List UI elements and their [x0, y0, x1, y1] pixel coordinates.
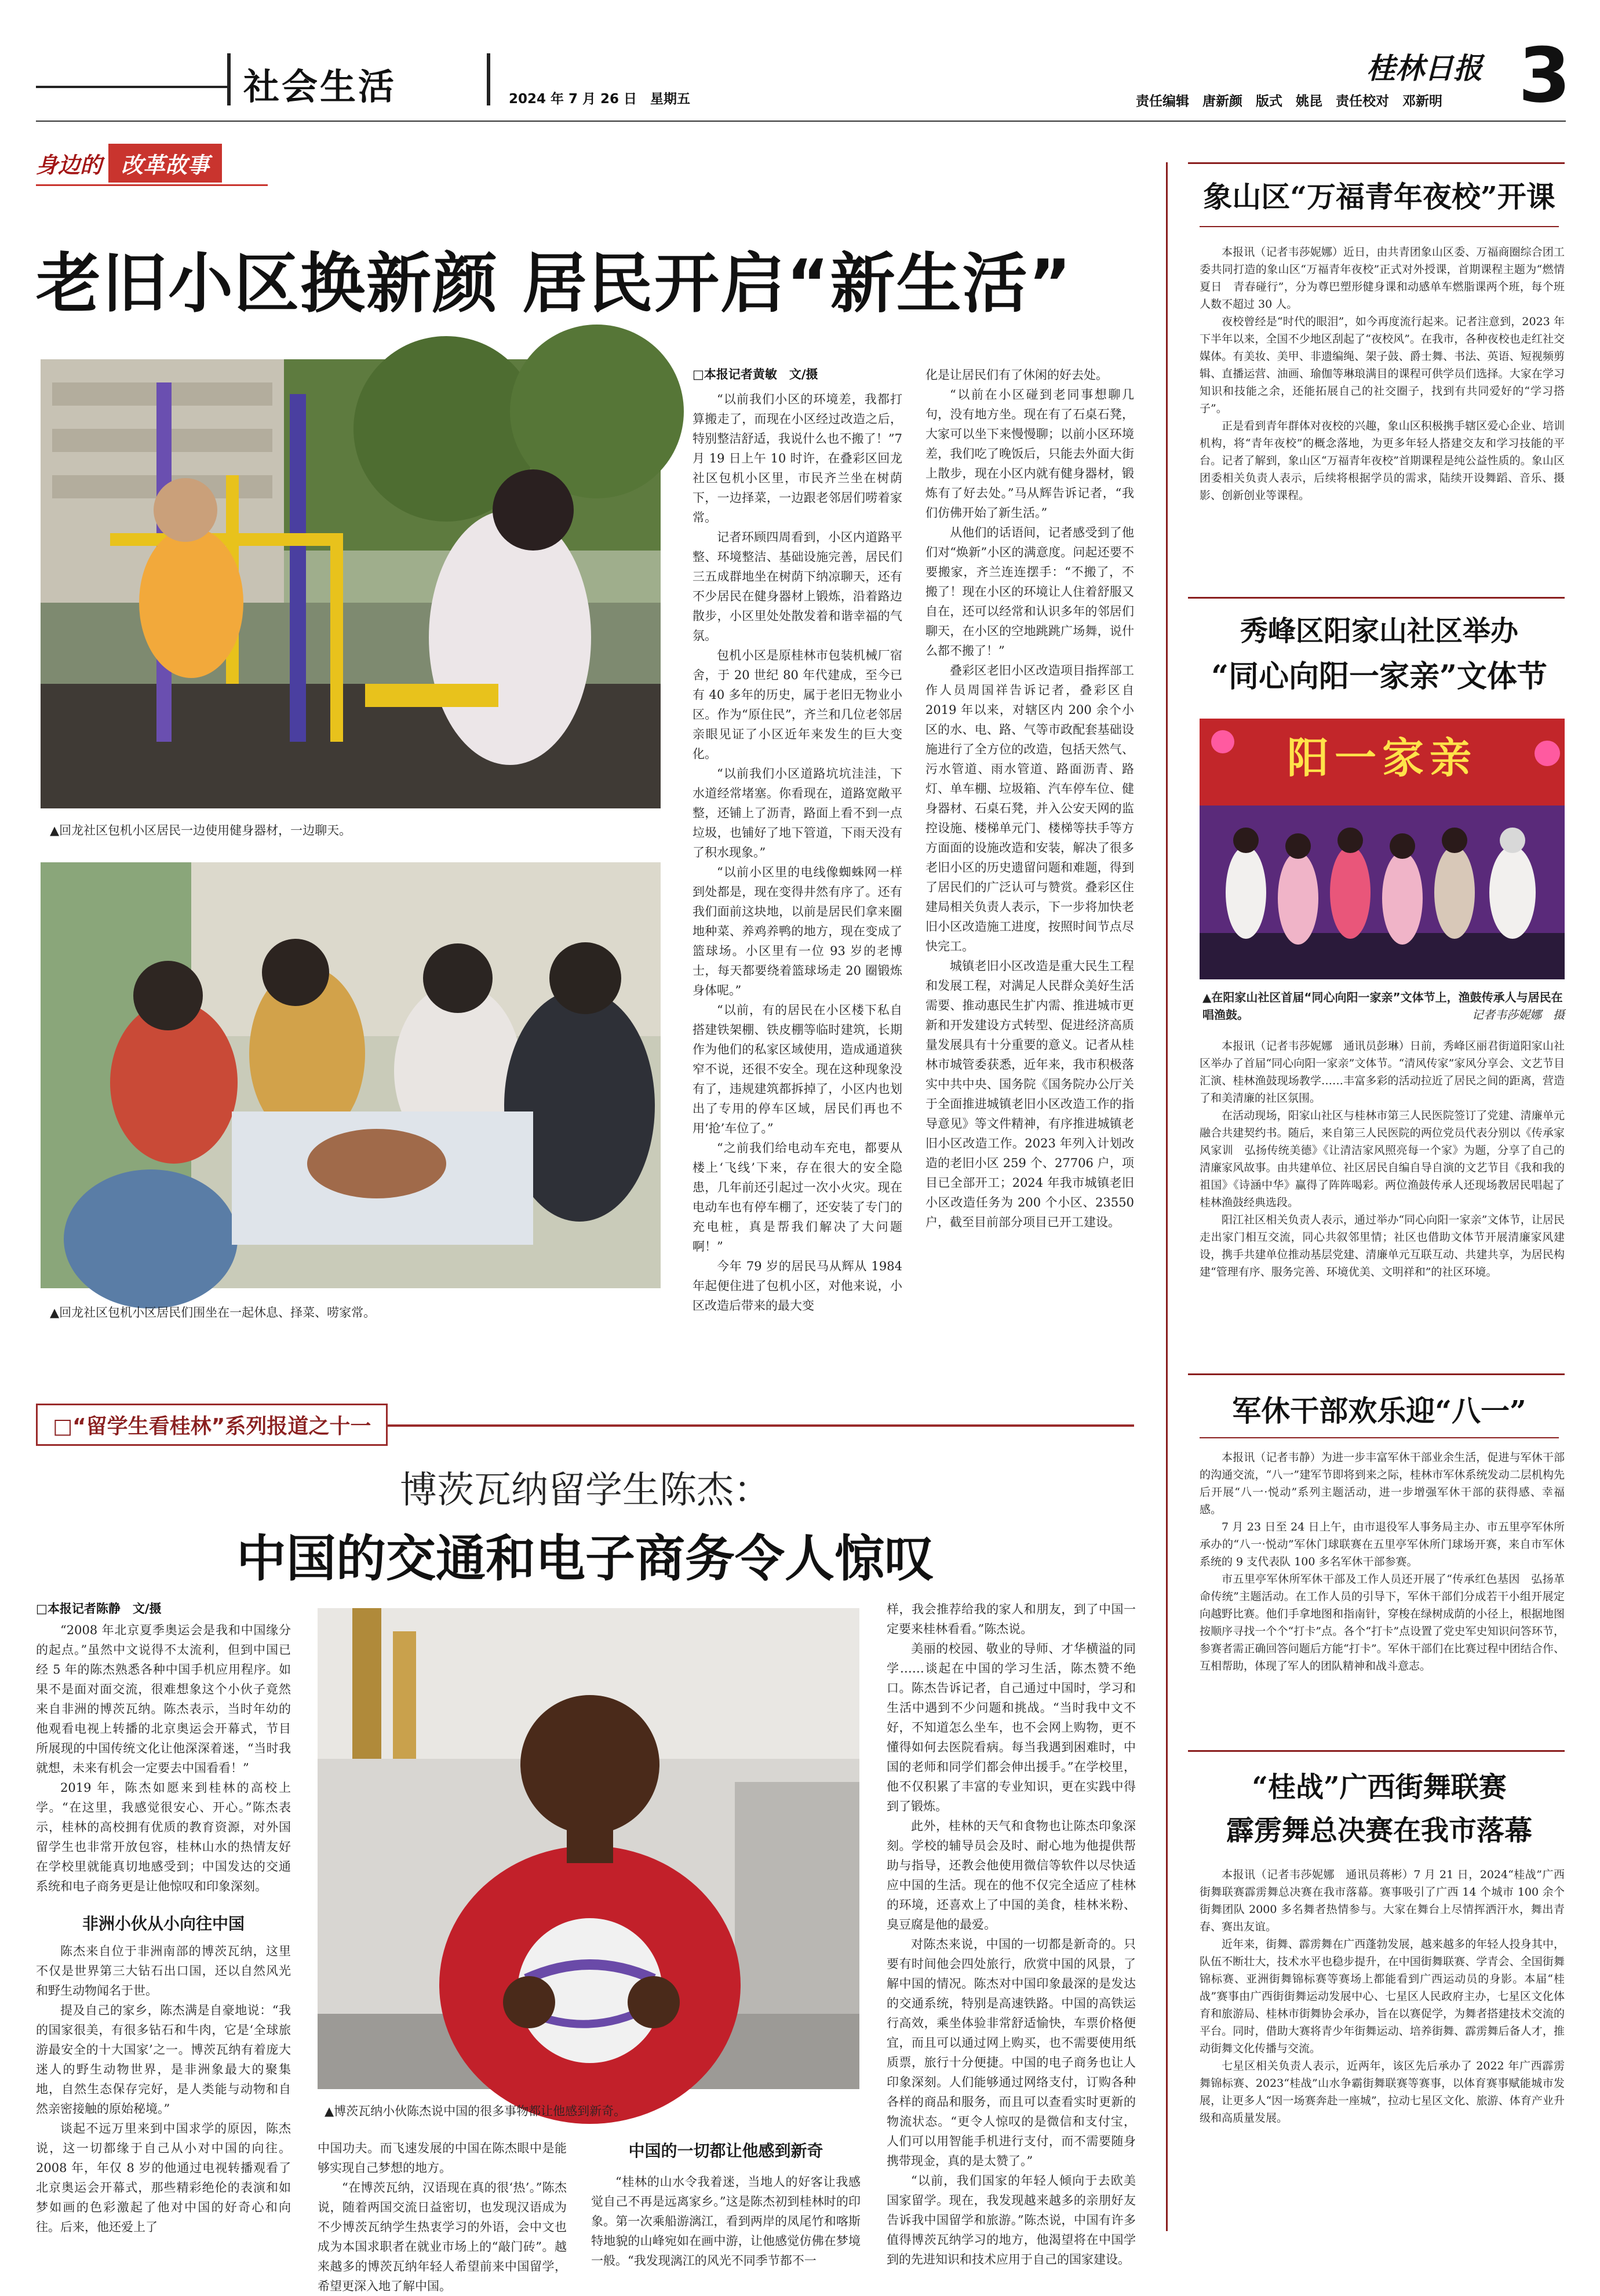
sidebar-story3-rule: [1200, 1437, 1559, 1438]
student-col4-para: 此外，桂林的天气和食物也让陈杰印象深刻。学校的辅导员会及时、耐心地为他提供帮助与指导，还教会他使用微信等软件以尽快适应中国的生活。现在的他不仅完全适应了桂林的环境，还喜欢上了中国的美食，桂林米粉、臭豆腐是他的最爱。: [887, 1819, 1136, 1931]
student-col2-para: “在博茨瓦纳，汉语现在真的很‘热’。”陈杰说，随着两国交流日益密切，也发现汉语成为不少博茨瓦纳学生热衷学习的外语，会中文也成为本国求职者在就业市场上的“敲门砖”。越来越多的博茨瓦纳年轻人希望前来中国留学，希望更深入地了解中国。: [318, 2181, 567, 2293]
feature-col2-para: 从他们的话语间，记者感受到了他们对“焕新”小区的满意度。问起还要不要搬家，齐兰连连摆手：“不搬了，不搬了！现在小区的环境让人住着舒服又自在，还可以经常和认识多年的邻居们聊天，在小区的空地跳跳广场舞，说什么都不搬了！”: [925, 526, 1134, 658]
feature-col1-para: 记者环顾四周看到，小区内道路平整、环境整洁、基础设施完善，居民们三五成群地坐在树荫下纳凉聊天，还有不少居民在健身器材上锻炼，沿着路边散步，小区里处处散发着和谐幸福的气氛。: [693, 530, 902, 643]
feature-col1-para: “以前，有的居民在小区楼下私自搭建铁架棚、铁皮棚等临时建筑，长期作为他们的私家区域使用，造成通道狭窄不说，还很不安全。现在这种现象没有了，违规建筑都拆掉了，小区内也划出了专用的停车区域，居民们再也不用‘抢’车位了。”: [693, 1003, 902, 1135]
student-photo-image: [318, 1608, 859, 2089]
sidebar-story2-title-2: “同心向阳一家亲”文体节: [1211, 659, 1547, 694]
sidebar-story2-title-1: 秀峰区阳家山社区举办: [1240, 615, 1518, 647]
student-column-2: [318, 2138, 567, 2293]
feature-column-2: [925, 365, 1134, 1362]
student-column-1: [36, 1620, 291, 1898]
feature-caption-2: ▲回龙社区包机小区居民们围坐在一起休息、择菜、唠家常。: [50, 1306, 376, 1320]
festival-banner-text: 阳一家亲: [1286, 734, 1477, 782]
header-masthead: 桂林日报: [1366, 51, 1482, 85]
sidebar-story2-caption-text: ▲在阳家山社区首届“同心向阳一家亲”文体节上，渔鼓传承人与居民在唱渔鼓。: [1202, 990, 1563, 1022]
student-col4-para: 对陈杰来说，中国的一切都是新奇的。只要有时间他会四处旅行，欣赏中国的风景，了解中国的情况。陈杰对中国印象最深的是发达的交通系统，特别是高速铁路。中国的高铁运行高效，乘坐体验非常舒适愉快，车票价格便宜，而且可以通过网上购买，也不需要使用纸质票，旅行十分便捷。中国的电子商务也让人印象深刻。人们能够通过网络支付，订购各种各样的商品和服务，而且可以查看实时更新的物流状态。“更令人惊叹的是微信和支付宝，人们可以用智能手机进行支付，而不需要随身携带现金，真的是太赞了。”: [887, 1937, 1136, 2168]
feature-col1-para: “之前我们给电动车充电，都要从楼上‘飞线’下来，存在很大的安全隐患，几年前还引起过一次小火灾。现在电动车也有停车棚了，还安装了专门的充电桩，真是帮我们解决了大问题啊！”: [693, 1141, 902, 1253]
feature-col1-para: “以前我们小区的环境差，我都打算搬走了，而现在小区经过改造之后，特别整洁舒适，我说什么也不搬了！”7 月 19 日上午 10 时许，在叠彩区回龙社区包机小区里，市民齐兰坐在树荫下，一边择菜，一边跟老邻居们唠着家常。: [693, 392, 902, 524]
feature-headline: 老旧小区换新颜 居民开启“新生活”: [36, 246, 1073, 322]
student-section-heading-1: 非洲小伙从小向往中国: [82, 1914, 245, 1933]
student-col4-para: “以前，我们国家的年轻人倾向于去欧美国家留学。现在，我发现越来越多的亲朋好友告诉我中国留学和旅游。”陈杰说，中国有许多值得博茨瓦纳学习的地方，他渴望将在中国学到的先进知识和技术应用于自己的国家建设。: [887, 2174, 1136, 2266]
sidebar-top-rule: [1188, 162, 1565, 164]
student-col1-para: 2019 年，陈杰如愿来到桂林的高校上学。“在这里，我感觉很安心、开心。”陈杰表示，桂林的高校拥有优质的教育资源，对外国留学生也非常开放包容，桂林山水的热情友好在学校里就能真切地感受到；中国发达的交通系统和电子商务更是让他惊叹和印象深刻。: [36, 1781, 291, 1893]
feature-col2-para: “以前在小区碰到老同事想聊几句，没有地方坐。现在有了石桌石凳，大家可以坐下来慢慢聊；以前小区环境差，我们吃了晚饭后，只能去外面大街上散步，现在小区内就有健身器材，锻炼有了好去处。”马从辉告诉记者，“我们仿佛开始了新生活。”: [925, 388, 1134, 520]
header-section-bar-right: [487, 53, 490, 105]
kicker-underline: [36, 184, 268, 186]
student-col4-para: 样，我会推荐给我的家人和朋友，到了中国一定要来桂林看看。”陈杰说。: [887, 1602, 1136, 1636]
student-col1b-para: 提及自己的家乡，陈杰满是自豪地说：“我的国家很美，有很多钻石和牛肉，它是‘全球旅游最安全的十大国家’之一。博茨瓦纳有着庞大迷人的野生动物世界，是非洲象最大的聚集地，自然生态保存完好，是人类能与动物和自然亲密接触的原始秘境。”: [36, 2003, 291, 2116]
student-col1-para: “2008 年北京夏季奥运会是我和中国缘分的起点。”虽然中文说得不太流利，但到中国已经 5 年的陈杰熟悉各种中国手机应用程序。如果不是面对面交流，很难想象这个小伙子竟然来自非洲的博茨瓦纳。陈杰表示，当时年幼的他观看电视上转播的北京奥运会开幕式，节目所展现的中国传统文化让他深深着迷，“当时我就想，未来有机会一定要去中国看看！”: [36, 1623, 291, 1775]
sidebar-story3-body: [1200, 1449, 1565, 1762]
sidebar-story2-para: 阳江社区相关负责人表示，通过举办“同心向阳一家亲”文体节，让居民走出家门相互交流，同心共叙邻里情；社区也借助文体节开展清廉家风建设，携手共建单位推动基层党建、清廉单元互联互动、共建共享，为居民构建“管理有序、服务完善、环境优美、文明祥和”的社区环境。: [1200, 1213, 1565, 1278]
student-column-3: [591, 2172, 861, 2268]
student-col1b-para: 陈杰来自位于非洲南部的博茨瓦纳，这里不仅是世界第三大钻石出口国，还以自然风光和野生动物闻名于世。: [36, 1944, 291, 1998]
sidebar-story2-para: 在活动现场，阳家山社区与桂林市第三人民医院签订了党建、清廉单元融合共建契约书。随后，来自第三人民医院的两位党员代表分别以《传承家风家训 弘扬传统美德》《让清洁家风照亮每一个家》为题，分享了自己的清廉家风故事。由共建单位、社区居民自编自导自演的文艺节目《我和我的祖国》《诗涵中华》赢得了阵阵喝彩。两位渔鼓传承人还现场教居民唱起了桂林渔鼓经典选段。: [1200, 1109, 1565, 1209]
sidebar-story4-body: [1200, 1866, 1565, 2231]
sidebar-story3-title: 军休干部欢乐迎“八一”: [1232, 1394, 1526, 1428]
kicker-part-2: 改革故事: [108, 144, 222, 183]
student-col4-para: 美丽的校园、敬业的导师、才华横溢的同学……谈起在中国的学习生活，陈杰赞不绝口。陈杰告诉记者，自己通过中国时，学习和生活中遇到不少问题和挑战。“当时我中文不好，不知道怎么坐车，也不会网上购物，更不懂得如何去医院看病。每当我遇到困难时，中国的老师和同学们都会伸出援手。”在学校里，他不仅积累了丰富的专业知识，更在实践中得到了锻炼。: [887, 1642, 1136, 1813]
feature-col1-para: 包机小区是原桂林市包装机械厂宿舍，于 20 世纪 80 年代建成，至今已有 40 多年的历史，属于老旧无物业小区。作为“原住民”，齐兰和几位老邻居亲眼见证了小区近年来发生的巨大变化。: [693, 648, 902, 761]
header-rule-left: [36, 86, 227, 88]
sidebar-story3-top-rule: [1188, 1373, 1565, 1375]
sidebar-story1-title: 象山区“万福青年夜校”开课: [1203, 180, 1555, 214]
student-col3-para: “桂林的山水令我着迷，当地人的好客让我感觉自己不再是远离家乡。”这是陈杰初到桂林时的印象。第一次乘船游漓江，看到两岸的凤尾竹和喀斯特地貌的山峰宛如在画中游，让他感觉仿佛在梦境一般。“我发现漓江的风光不同季节都不一: [591, 2175, 861, 2268]
sidebar-story3-para: 本报讯（记者韦静）为进一步丰富军休干部业余生活，促进与军休干部的沟通交流，“八一”建军节即将到来之际，桂林市军休系统发动二层机构先后开展“八一·悦动”系列主题活动，进一步增强军休干部的获得感、幸福感。: [1200, 1451, 1565, 1516]
sidebar-story4-title-2: 霹雳舞总决赛在我市落幕: [1226, 1814, 1532, 1847]
student-series-tag: □“留学生看桂林”系列报道之十一: [36, 1404, 388, 1446]
feature-col2-para: 叠彩区老旧小区改造项目指挥部工作人员周国祥告诉记者，叠彩区自 2019 年以来，对辖区内 200 余个小区的水、电、路、气等市政配套基础设施进行了全方位的改造，包括天然气、污水管道、雨水管道、路面沥青、路灯、单车棚、垃圾箱、汽车停车位、健身器材、石桌石凳，并入公安天网的监控设施、楼梯单元门、楼梯等扶手等方方面面的设施改造和安装，解决了很多老旧小区的历史遗留问题和难题，得到了居民们的广泛认可与赞赏。叠彩区住建局相关负责人表示，下一步将加快老旧小区改造施工进度，按照时间节点尽快完工。: [925, 664, 1134, 953]
student-byline: □本报记者陈静 文/摄: [36, 1602, 162, 1616]
student-column-4: [887, 1599, 1136, 2266]
sidebar-story4-para: 七星区相关负责人表示，近两年，该区先后承办了 2022 年广西霹雳舞锦标赛、2023“桂战”山水争霸街舞联赛等赛事，以体育赛事赋能城市发展，让更多人“因一场赛奔赴一座城”，拉动七星区文化、旅游、体育产业升级和高质量发展。: [1200, 2060, 1565, 2124]
sidebar-story1-para: 本报讯（记者韦莎妮娜）近日，由共青团象山区委、万福商圈综合团工委共同打造的象山区“万福青年夜校”正式对外授课，首期课程主题为“燃情夏日 青春碰行”，分为尊巴塑形健身课和动感单车燃脂课两个班，每个班人数不超过 30 人。: [1200, 246, 1565, 311]
student-section-heading-2: 中国的一切都让他感到新奇: [628, 2141, 823, 2160]
sidebar-story2-para: 本报讯（记者韦莎妮娜 通讯员彭琳）日前，秀峰区丽君街道阳家山社区举办了首届“同心向阳一家亲”文体节。“清风传家”家风分享会、文艺节目汇演、桂林渔鼓现场教学……丰富多彩的活动拉近了居民之间的距离，营造了和美清廉的社区氛围。: [1200, 1040, 1565, 1105]
sidebar-story2-top-rule: [1188, 597, 1565, 599]
student-col1b-para: 谈起不远万里来到中国求学的原因，陈杰说，这一切都缘于自己从小对中国的向往。2008 年，年仅 8 岁的他通过电视转播观看了北京奥运会开幕式，那些精彩绝伦的表演和如梦如画的色彩激起了他对中国的好奇心和向往。后来，他还爱上了: [36, 2122, 291, 2234]
feature-col2-para: 城镇老旧小区改造是重大民生工程和发展工程，对满足人民群众美好生活需要、推动惠民生扩内需、推进城市更新和开发建设方式转型、促进经济高质量发展具有十分重要的意义。记者从桂林市城管委获悉，近年来，我市积极落实中共中央、国务院《国务院办公厅关于全面推进城镇老旧小区改造工作的指导意见》等文件精神，有序推进城镇老旧小区改造工作。2023 年列入计划改造的老旧小区 259 个、27706 户，项目已全部开工；2024 年我市城镇老旧小区改造任务为 200 个小区、23550 户，截至目前部分项目已开工建设。: [925, 959, 1134, 1229]
sidebar-story1-body: [1200, 243, 1565, 585]
student-column-1b: [36, 1941, 291, 2234]
kicker-part-1: 身边的: [36, 152, 103, 178]
sidebar-story4-para: 近年来，街舞、霹雳舞在广西蓬勃发展，越来越多的年轻人投身其中，队伍不断壮大，技术水平也稳步提升，在中国街舞联赛、学青会、全国街舞锦标赛、亚洲街舞锦标赛等赛场上都能看到广西运动员的身影。本届“桂战”赛事由广西街街舞运动发展中心、七星区人民政府主办，七星区文化体育和旅游局、桂林市街舞协会承办，旨在以赛促学，为舞者搭建技术交流的平台。同时，借助大赛将青少年街舞运动、培养街舞、霹雳舞后备人才，推动街舞文化传播与交流。: [1200, 1938, 1565, 2055]
sidebar-story2-photo: [1200, 719, 1565, 979]
sidebar-story1-para: 夜校曾经是“时代的眼泪”，如今再度流行起来。记者注意到，2023 年下半年以来，全国不少地区刮起了“夜校风”。在我市，各种夜校也走红社交媒体。有美妆、美甲、非遗编绳、架子鼓、爵士舞、书法、英语、短视频剪辑、直播运营、油画、瑜伽等琳琅满目的课程可供学员们选择。大家在学习知识和技能之余，还能拓展自己的社交圈子，找到有共同爱好的“学习搭子”。: [1200, 315, 1565, 415]
group-photo-image: [41, 862, 661, 1288]
sidebar-story3-para: 7 月 23 日至 24 日上午，由市退役军人事务局主办、市五里亭军休所承办的“八一·悦动”军休门球联赛在五里亭军休所门球场开赛，来自市军休系统的 9 支代表队 100 多名军休干部参赛。: [1200, 1521, 1565, 1568]
header-editors: 责任编辑 唐新颜 版式 姚昆 责任校对 邓新明: [1136, 94, 1442, 109]
sidebar-story2-caption: [1202, 989, 1565, 1023]
feature-kicker: [36, 144, 222, 178]
sidebar-story4-title-1: “桂战”广西街舞联赛: [1252, 1771, 1507, 1803]
sidebar-story3-para: 市五里亭军休所军休干部及工作人员还开展了“传承红色基因 弘扬革命传统”主题活动。在工作人员的引导下，军休干部们分成若干小组开展定向越野比赛。他们手拿地图和指南针，穿梭在绿树成荫的小径上，根据地图按顺序寻找一个个“打卡”点。各个“打卡”点设置了党史军史知识问答环节，参赛者需正确回答问题后方能“打卡”。军休干部们在比赛过程中团结合作、互相帮助，体现了军人的团队精神和战斗意志。: [1200, 1573, 1565, 1672]
feature-caption-1: ▲回龙社区包机小区居民一边使用健身器材，一边聊天。: [50, 823, 352, 837]
feature-col1-para: “以前我们小区道路坑坑洼洼，下水道经常堵塞。你看现在，道路宽敞平整，还铺上了沥青，路面上看不到一点垃圾，也铺好了地下管道，下雨天没有了积水现象。”: [693, 767, 902, 859]
header-date: 2024 年 7 月 26 日 星期五: [509, 92, 691, 107]
student-photo: [318, 1608, 859, 2089]
header-bottom-rule: [36, 121, 1566, 122]
sidebar-divider: [1166, 162, 1168, 2231]
sidebar-story2-caption-credit: 记者韦莎妮娜 摄: [1472, 1008, 1565, 1022]
feature-col1-para: “以前小区里的电线像蜘蛛网一样到处都是，现在变得井然有序了。还有我们面前这块地，以前是居民们拿来圈地种菜、养鸡养鸭的地方，现在变成了篮球场。小区里有一位 93 岁的老博士，每天都要绕着篮球场走 20 圈锻炼身体呢。”: [693, 865, 902, 997]
feature-photo-fitness: [41, 359, 661, 808]
header-section-bar: [227, 53, 231, 105]
feature-photo-group: [41, 862, 661, 1288]
feature-column-1: [693, 389, 902, 1363]
fitness-photo-image: [41, 359, 661, 808]
header-section: 社会生活: [243, 65, 397, 108]
page-number: 3: [1518, 31, 1571, 119]
sidebar-story4-top-rule: [1188, 1750, 1565, 1752]
feature-byline: □本报记者黄敏 文/摄: [693, 367, 818, 381]
feature-col2-para: 化是让居民们有了休闲的好去处。: [925, 368, 1108, 382]
student-caption: ▲博茨瓦纳小伙陈杰说中国的很多事物都让他感到新奇。: [325, 2104, 626, 2118]
feature-col1-para: 今年 79 岁的居民马从辉从 1984 年起便住进了包机小区，对他来说，小区改造后带来的最大变: [693, 1259, 902, 1313]
student-subhead: 博茨瓦纳留学生陈杰：: [400, 1469, 771, 1512]
sidebar-story1-para: 正是看到青年群体对夜校的兴趣，象山区积极携手辖区爱心企业、培训机构，将“青年夜校”的概念落地，为更多年轻人搭建交友和学习技能的平台。记者了解到，象山区“万福青年夜校”首期课程是纯公益性质的。象山区团委相关负责人表示，后续将根据学员的需求，陆续开设舞蹈、音乐、摄影、创新创业等课程。: [1200, 420, 1565, 502]
student-col2-para: 中国功夫。而飞速发展的中国在陈杰眼中是能够实现自己梦想的地方。: [318, 2141, 567, 2175]
sidebar-story2-body: [1200, 1037, 1565, 1443]
sidebar-story4-para: 本报讯（记者韦莎妮娜 通讯员蒋彬）7 月 21 日，2024“桂战”广西街舞联赛霹雳舞总决赛在我市落幕。赛事吸引了广西 14 个城市 100 余个街舞团队 2000 多名舞者热情参与。大家在舞台上尽情挥洒汗水，舞出青春、赛出友谊。: [1200, 1868, 1565, 1933]
student-headline: 中国的交通和电子商务令人惊叹: [236, 1529, 934, 1588]
sidebar-story1-rule: [1200, 226, 1559, 227]
